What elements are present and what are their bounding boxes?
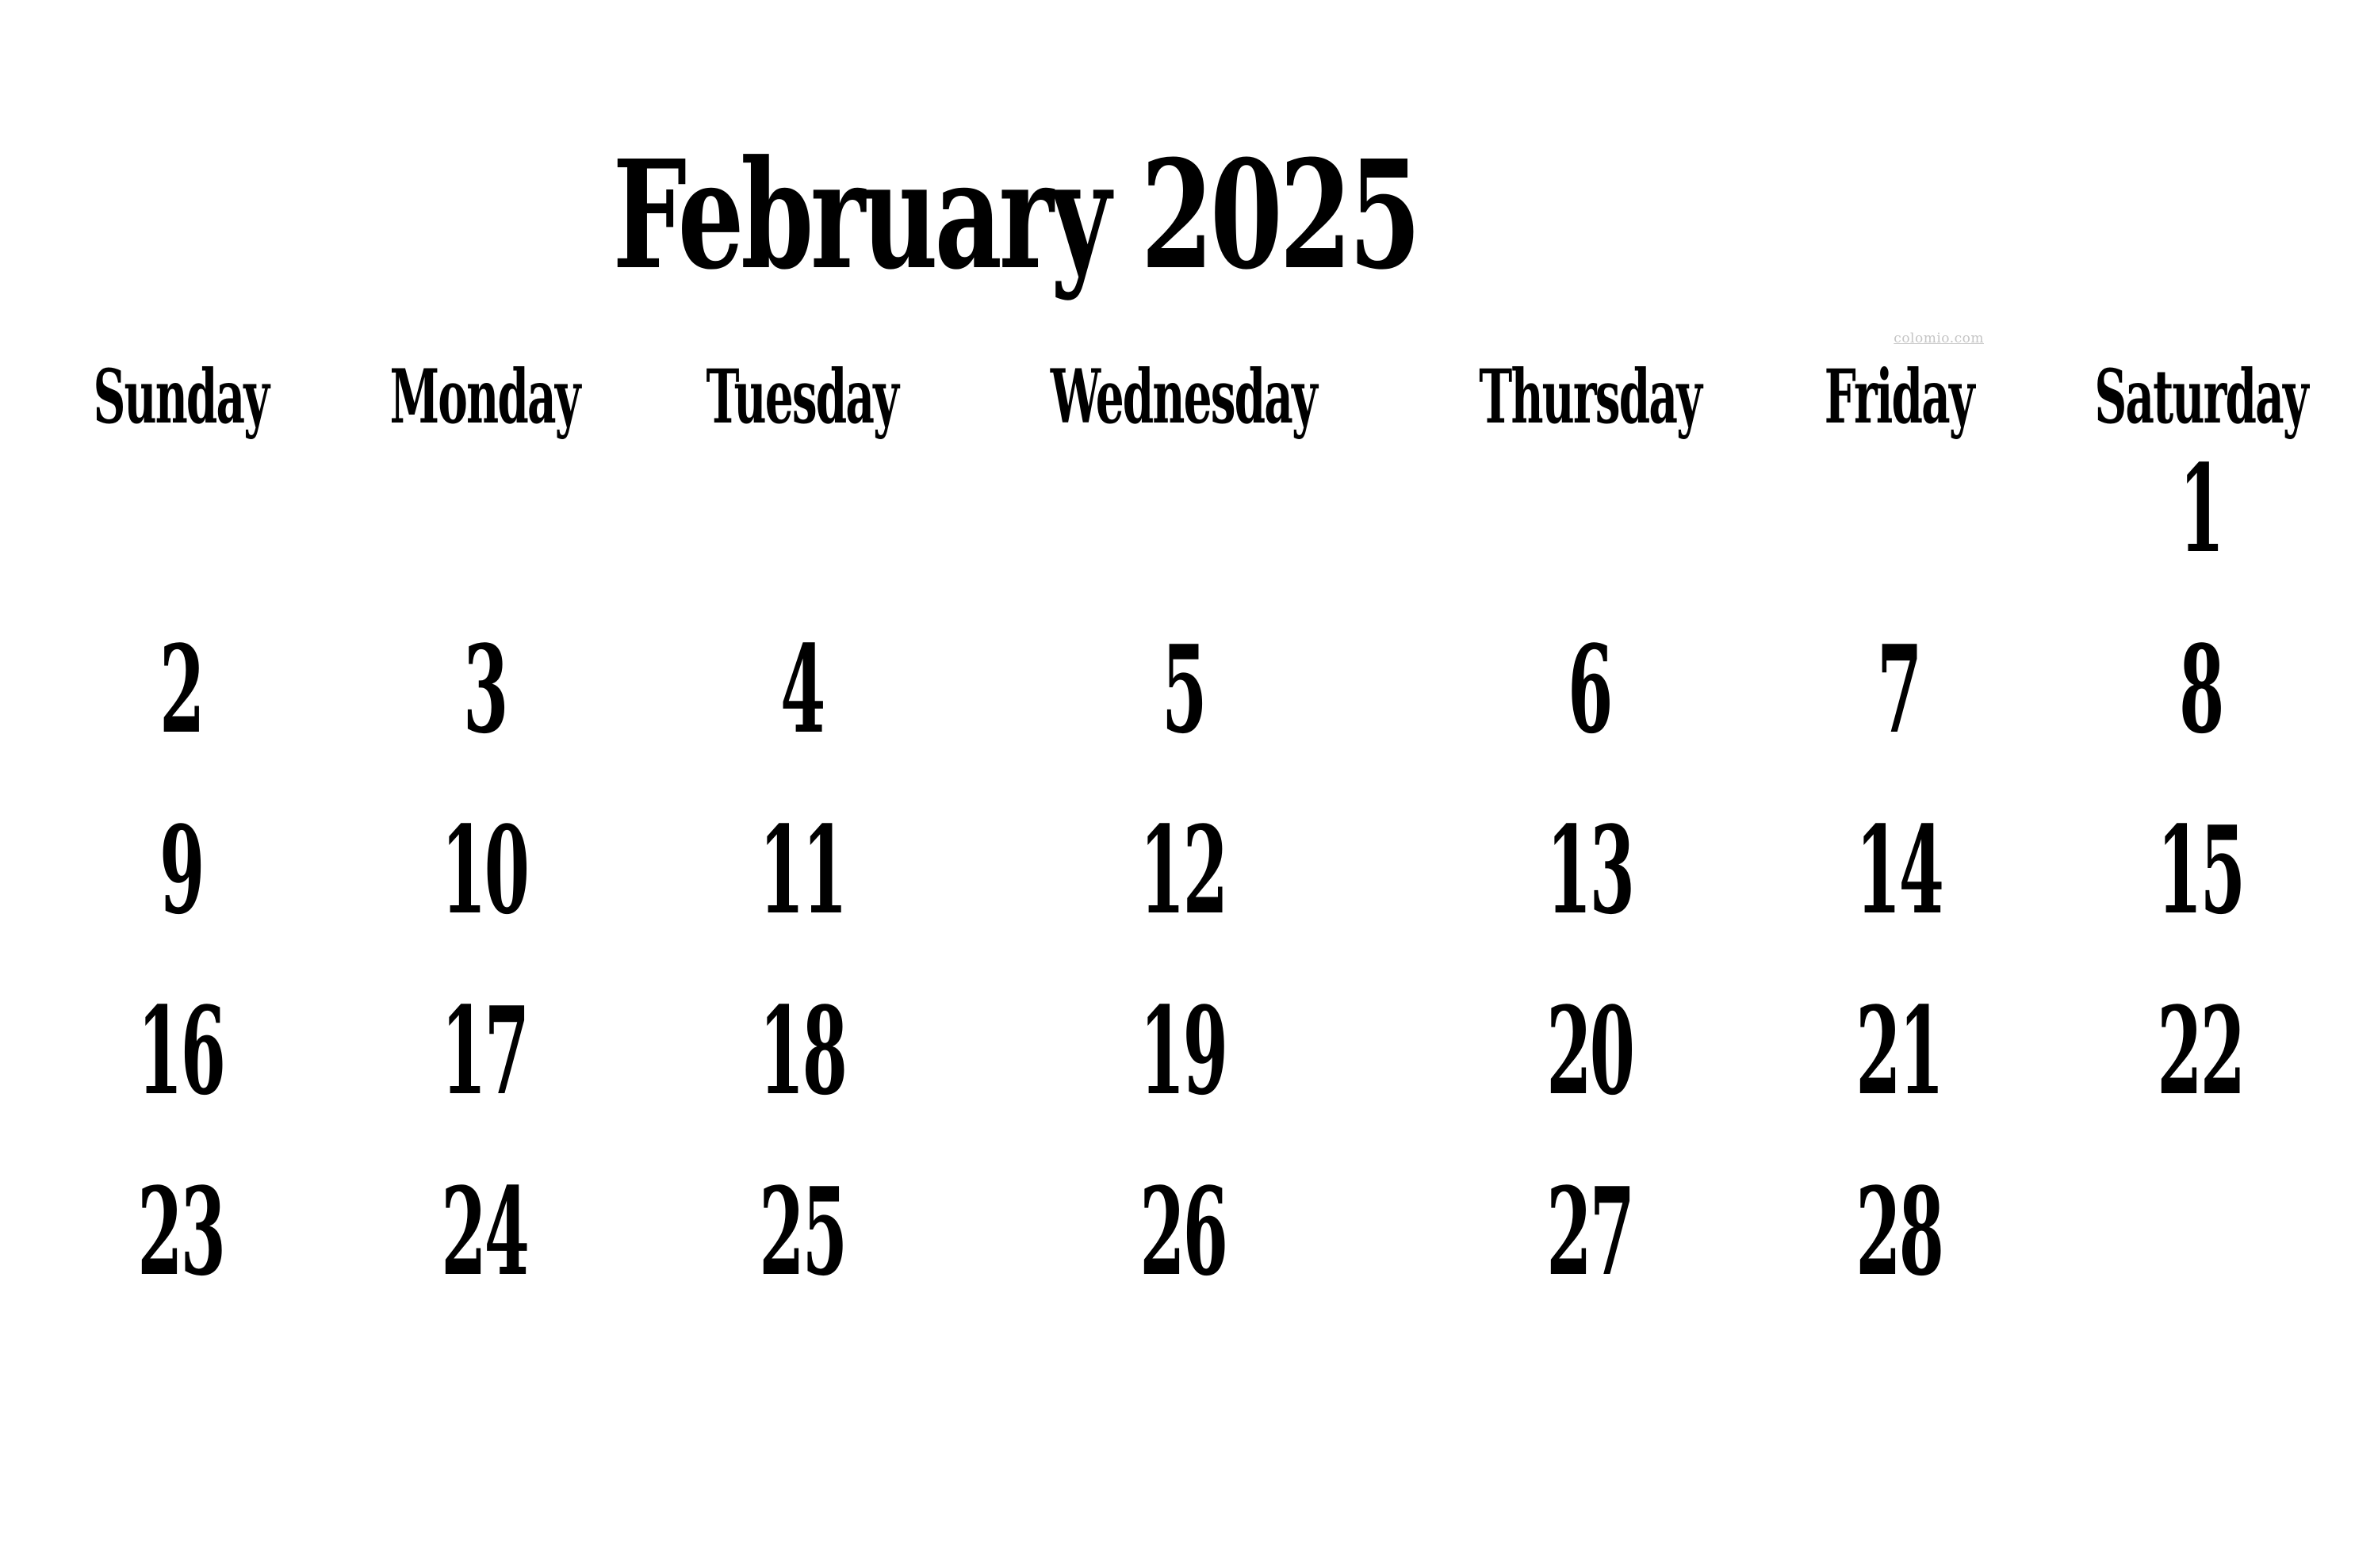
day-cell-25: 25	[759, 1161, 845, 1302]
day-cell-16: 16	[137, 980, 224, 1122]
day-cell-19: 19	[1139, 980, 1227, 1122]
day-cell-5: 5	[1162, 618, 1205, 760]
day-cell-20: 20	[1546, 980, 1633, 1122]
day-cell-26: 26	[1139, 1161, 1227, 1302]
day-cell-23: 23	[137, 1161, 224, 1302]
weekday-header-monday: Monday	[389, 354, 580, 441]
day-cell-empty	[327, 446, 642, 626]
day-cell-empty	[962, 446, 1405, 626]
day-cell-24: 24	[441, 1161, 528, 1302]
day-cell-3: 3	[462, 618, 507, 760]
weekday-header-thursday: Thursday	[1478, 354, 1701, 441]
day-cell-2: 2	[159, 618, 203, 760]
day-cell-21: 21	[1855, 980, 1943, 1122]
day-cell-12: 12	[1139, 799, 1227, 941]
day-cell-17: 17	[441, 980, 528, 1122]
month-title	[0, 128, 2030, 303]
day-cell-8: 8	[2178, 618, 2223, 760]
day-cell-18: 18	[759, 980, 845, 1122]
day-cell-empty	[642, 446, 962, 626]
day-cell-15: 15	[2157, 799, 2244, 941]
day-cell-empty	[2024, 1168, 2378, 1349]
day-cell-7: 7	[1877, 618, 1920, 760]
weekday-header-friday: Friday	[1824, 354, 1974, 441]
day-cell-4: 4	[780, 618, 824, 760]
day-cell-11: 11	[759, 799, 845, 941]
day-cell-28: 28	[1855, 1161, 1943, 1302]
day-cell-9: 9	[159, 799, 203, 941]
day-cell-empty	[35, 446, 327, 626]
watermark-link[interactable]: colomio.com	[1894, 331, 1984, 346]
day-cell-13: 13	[1546, 799, 1633, 941]
day-cell-empty	[1775, 446, 2024, 626]
calendar-grid	[35, 354, 2307, 1349]
weekday-header-saturday: Saturday	[2094, 354, 2307, 441]
day-cell-27: 27	[1546, 1161, 1633, 1302]
day-cell-6: 6	[1568, 618, 1611, 760]
weekday-header-sunday: Sunday	[93, 354, 269, 441]
day-cell-22: 22	[2157, 980, 2244, 1122]
day-cell-14: 14	[1855, 799, 1943, 941]
day-cell-empty	[1405, 446, 1775, 626]
day-cell-1: 1	[2178, 438, 2223, 579]
weekday-header-tuesday: Tuesday	[706, 354, 898, 441]
weekday-header-wednesday: Wednesday	[1050, 354, 1316, 441]
month-title-text: February 2025	[612, 128, 1418, 303]
day-cell-10: 10	[441, 799, 528, 941]
